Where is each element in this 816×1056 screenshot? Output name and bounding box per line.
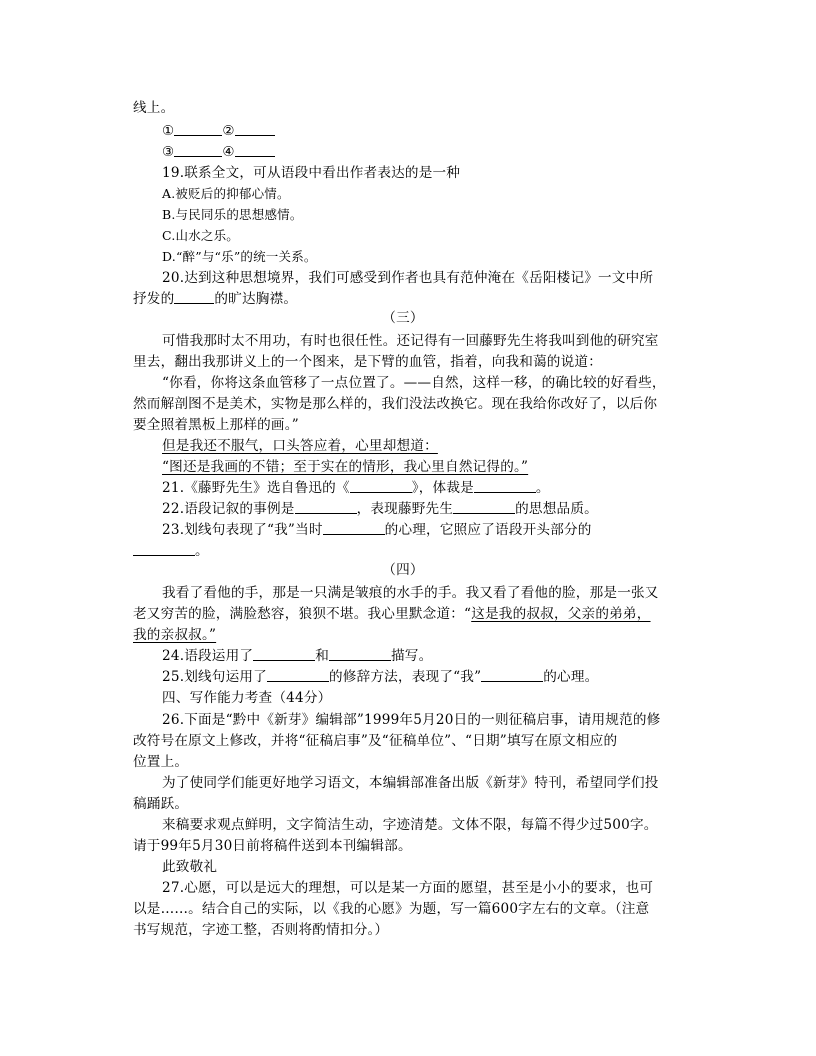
notice-line: 稿踊跃。 (133, 796, 189, 812)
answer-blank[interactable] (474, 479, 536, 493)
answer-blank[interactable] (329, 647, 391, 661)
section-heading-writing: 四、写作能力考查（44分） (162, 690, 332, 706)
passage-line: 可惜我那时太不用功，有时也很任性。还记得有一回藤野先生将我叫到他的研究室 (162, 333, 659, 349)
text: 描写。 (390, 648, 433, 664)
question-27-cont: 书写规范，字迹工整，否则将酌情扣分。） (133, 922, 389, 938)
notice-line: 请于99年5月30日前将稿件送到本刊编辑部。 (133, 838, 412, 854)
question-20-cont (133, 289, 673, 309)
option-c: C.山水之乐。 (162, 228, 239, 243)
notice-line: 为了使同学们能更好地学习语文，本编辑部准备出版《新芽》特刊，希望同学们投 (162, 775, 659, 791)
passage-line (133, 604, 673, 624)
text: ，表现藤野先生 (356, 501, 454, 517)
underlined-sentence: “图还是我画的不错；至于实在的情形，我心里自然记得的。” (162, 459, 529, 475)
option-b: B.与民同乐的思想感情。 (162, 207, 303, 222)
answer-blank[interactable] (133, 542, 195, 556)
answer-blank[interactable] (235, 143, 275, 157)
question-19: 19.联系全文，可从语段中看出作者表达的是一种 (162, 165, 461, 181)
question-24 (162, 646, 682, 666)
passage-line: 然而解剖图不是美术，实物是那么样的，我们没法改换它。现在我给你改好了，以后你 (133, 396, 658, 412)
label: ③ (162, 144, 175, 160)
underlined-sentence: 我的亲叔叔。” (133, 627, 217, 643)
text: 22.语段记叙的事例是 (162, 501, 295, 517)
text: 24.语段运用了 (162, 648, 254, 664)
question-26-cont: 改符号在原文上修改，并将“征稿启事”及“征稿单位”、“日期”填写在原文相应的 (133, 733, 618, 749)
underlined-sentence: 这是我的叔叔，父亲的弟弟， (471, 606, 651, 622)
passage-line: “你看，你将这条血管移了一点位置了。——自然，这样一移，的确比较的好看些， (162, 375, 666, 391)
text: 》，体裁是 (411, 480, 474, 496)
text: 的心理。 (543, 669, 599, 685)
blank-line-3-4 (162, 142, 682, 162)
label: ④ (222, 144, 235, 160)
answer-blank[interactable] (235, 122, 275, 136)
question-25 (162, 667, 682, 687)
text: 。 (195, 543, 209, 559)
notice-line: 来稿要求观点鲜明，文字简洁生动，字迹清楚。文体不限，每篇不得少过500字。 (162, 817, 658, 833)
answer-blank[interactable] (174, 122, 222, 136)
text: 的心理，它照应了语段开头部分的 (384, 522, 592, 538)
answer-blank[interactable] (295, 500, 357, 514)
section-4-heading: （四） (382, 562, 424, 578)
option-a: A.被贬后的抑郁心情。 (162, 186, 290, 201)
question-26: 26.下面是“黔中《新芽》编辑部”1999年5月20日的一则征稿启事，请用规范的修 (162, 712, 661, 728)
answer-blank[interactable] (174, 143, 222, 157)
text-line: 线上。 (133, 100, 175, 116)
text: 的修辞方法，表现了“我” (328, 669, 482, 685)
passage-line: 我看了看他的手，那是一只满是皱痕的水手的手。我又看了看他的脸，那是一张又 (162, 585, 659, 601)
question-22 (162, 499, 682, 519)
text: 25.划线句运用了 (162, 669, 267, 685)
notice-line: 此致敬礼 (162, 859, 218, 875)
section-3-heading: （三） (382, 310, 424, 326)
passage-line: 里去，翻出我那讲义上的一个图来，是下臂的血管，指着，向我和蔼的说道： (133, 354, 602, 370)
question-20: 20.达到这种思想境界，我们可感受到作者也具有范仲淹在《岳阳楼记》一文中所 (162, 270, 654, 286)
answer-blank[interactable] (453, 500, 515, 514)
text: 的思想品质。 (515, 501, 598, 517)
underlined-sentence: 但是我还不服气，口头答应着，心里却想道： (162, 438, 438, 454)
question-23 (162, 520, 682, 540)
answer-blank[interactable] (481, 668, 543, 682)
question-26-cont: 位置上。 (133, 754, 189, 770)
answer-blank[interactable] (174, 290, 214, 304)
text: 和 (315, 648, 329, 664)
passage-line: 要全照着黑板上那样的画。” (133, 417, 299, 433)
question-27: 27.心愿，可以是远大的理想，可以是某一方面的愿望，甚至是小小的要求，也可 (162, 880, 654, 896)
answer-blank[interactable] (350, 479, 412, 493)
answer-blank[interactable] (323, 521, 385, 535)
text: 。 (535, 480, 550, 496)
blank-line-1-2 (162, 121, 682, 141)
text: 21.《藤野先生》选自鲁迅的《 (162, 480, 350, 496)
text: 23.划线句表现了“我”当时 (162, 522, 323, 538)
answer-blank[interactable] (267, 668, 329, 682)
question-27-cont: 以是……。结合自己的实际，以《我的心愿》为题，写一篇600字左右的文章。（注意 (133, 901, 650, 917)
text: 的旷达胸襟。 (214, 291, 298, 307)
label: ② (222, 123, 235, 139)
text: 抒发的 (133, 291, 175, 307)
text: 老又穷苦的脸，满脸愁容，狼狈不堪。我心里默念道：“ (133, 606, 472, 622)
question-23-cont (133, 541, 673, 561)
label: ① (162, 123, 175, 139)
answer-blank[interactable] (253, 647, 315, 661)
option-d: D.“醉”与“乐”的统一关系。 (162, 249, 317, 264)
question-21 (162, 478, 682, 498)
